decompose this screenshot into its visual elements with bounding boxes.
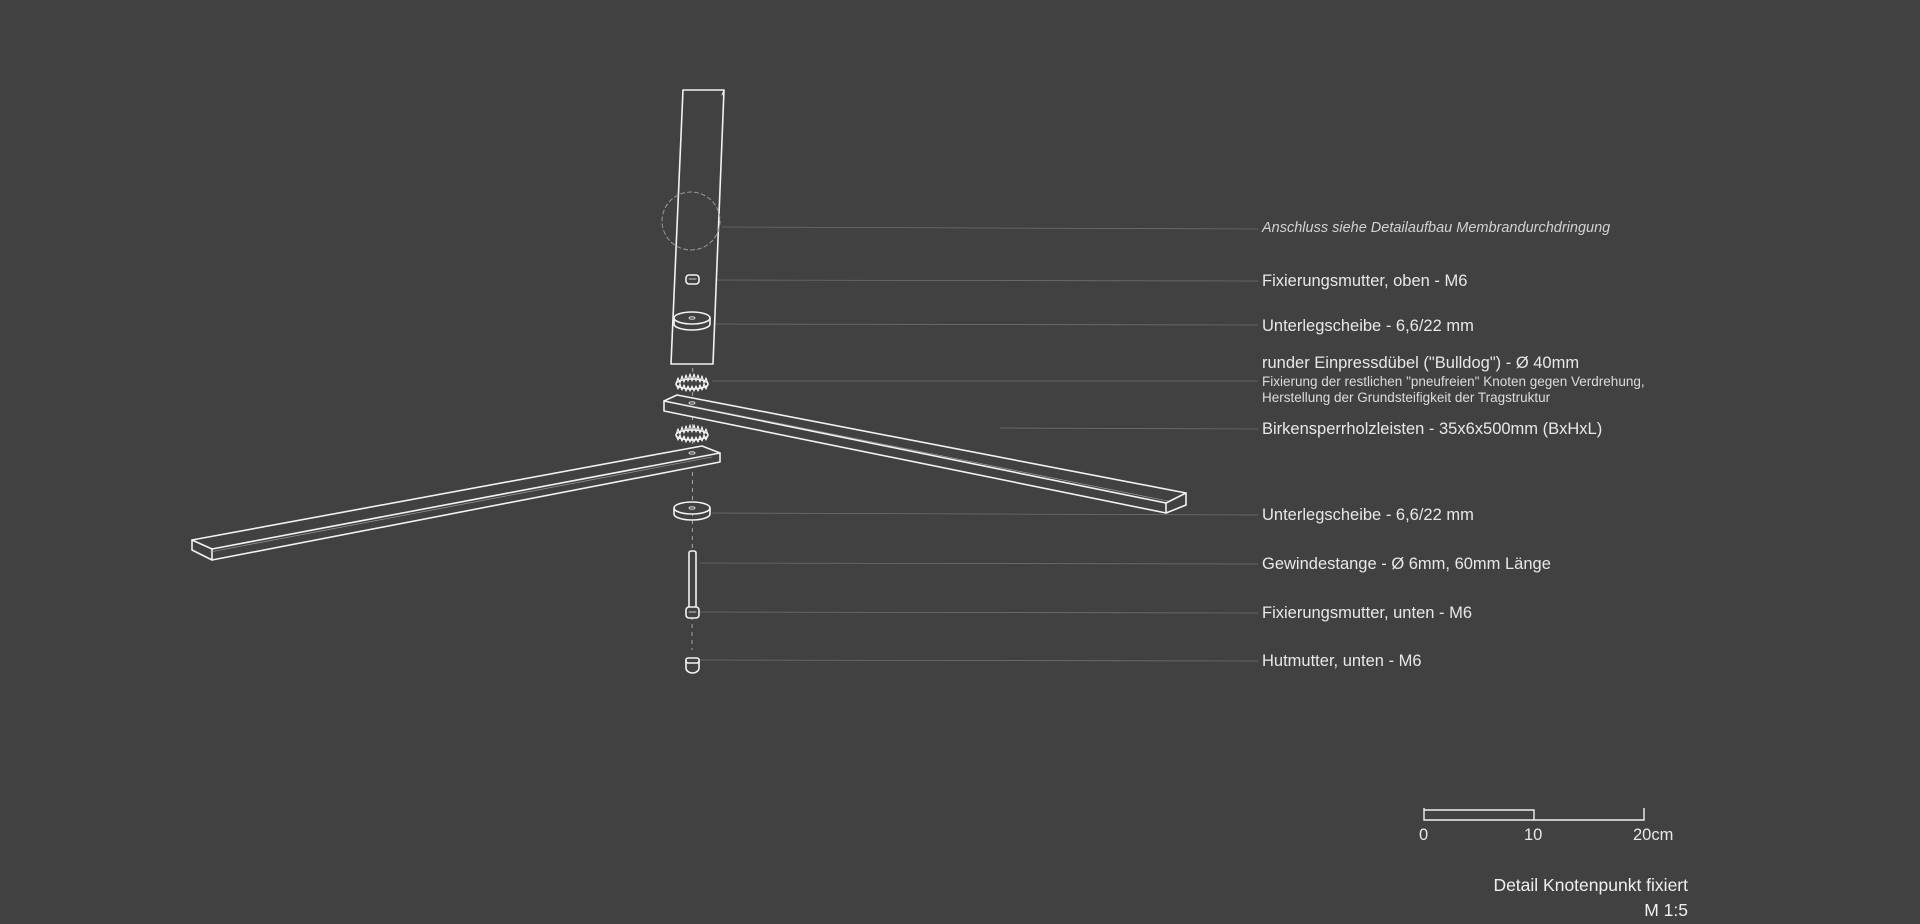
bulldog-bottom-part	[676, 425, 708, 442]
label-nut-bottom: Fixierungsmutter, unten - M6	[1262, 604, 1473, 622]
threaded-rod-part	[689, 551, 696, 608]
scale-tick-0: 0	[1419, 826, 1429, 844]
nut-top-part	[686, 275, 699, 284]
label-plywood: Birkensperrholzleisten - 35x6x500mm (BxHxL)	[1262, 420, 1603, 438]
leader-line-nut-top	[700, 280, 1258, 281]
cap-nut-part	[686, 658, 699, 673]
label-bulldog-note-line-1: Fixierung der restlichen "pneufreien" Knoten gegen Verdrehung,	[1262, 374, 1645, 389]
label-nut-top: Fixierungsmutter, oben - M6	[1262, 272, 1468, 290]
plywood-strip-right	[664, 395, 1186, 513]
leader-line-connection	[722, 227, 1258, 229]
scale-tick-20: 20cm	[1633, 826, 1674, 844]
leader-line-plywood	[1000, 428, 1258, 429]
label-washer-top: Unterlegscheibe - 6,6/22 mm	[1262, 317, 1474, 335]
label-bulldog-note-line-2: Herstellung der Grundsteifigkeit der Tragstruktur	[1262, 390, 1551, 406]
scale-tick-10: 10	[1524, 826, 1543, 844]
leader-line-nut-bottom	[700, 612, 1258, 613]
label-bulldog: runder Einpressdübel ("Bulldog") - Ø 40mm	[1262, 354, 1580, 372]
leader-line-rod	[700, 563, 1258, 564]
washer-bottom-part	[674, 502, 710, 520]
scale-bar	[1424, 808, 1644, 820]
nut-bottom-part	[686, 607, 699, 618]
plywood-strip-left	[192, 446, 720, 560]
label-connection: Anschluss siehe Detailaufbau Membrandurchdringung	[1262, 220, 1611, 236]
label-washer-bottom: Unterlegscheibe - 6,6/22 mm	[1262, 506, 1474, 524]
leader-line-washer-top	[712, 324, 1258, 325]
label-cap-nut: Hutmutter, unten - M6	[1262, 652, 1422, 670]
scale-bar-segment-2	[1424, 808, 1644, 820]
leader-lines	[700, 227, 1258, 661]
drawing-scale: M 1:5	[1644, 900, 1688, 920]
drawing-title: Detail Knotenpunkt fixiert	[1493, 875, 1688, 895]
bulldog-top-part	[676, 374, 708, 391]
label-threaded-rod: Gewindestange - Ø 6mm, 60mm Länge	[1262, 555, 1551, 573]
label-bulldog-note	[1262, 374, 1645, 407]
leader-line-washer-bottom	[712, 513, 1258, 515]
leader-line-cap-nut	[700, 660, 1258, 661]
